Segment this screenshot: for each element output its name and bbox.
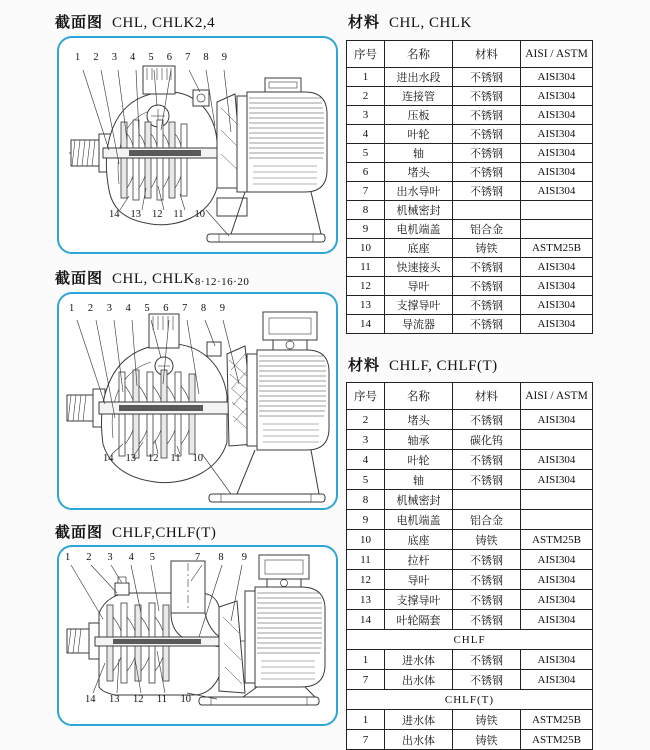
table-cell: 11 bbox=[347, 550, 385, 570]
table-cell: 5 bbox=[347, 470, 385, 490]
callout-number: 3 bbox=[106, 303, 112, 314]
table-cell: 底座 bbox=[385, 239, 453, 258]
table-row bbox=[347, 650, 593, 670]
column-header: AISI / ASTM bbox=[521, 41, 593, 68]
table-cell: 铸铁 bbox=[453, 239, 521, 258]
callout-number: 8 bbox=[218, 552, 224, 563]
table-cell: 不锈钢 bbox=[453, 144, 521, 163]
model-label: CHL, CHLK2,4 bbox=[112, 15, 216, 31]
callout-number: 14 bbox=[85, 694, 96, 705]
table-cell: 进水体 bbox=[385, 710, 453, 730]
table-row bbox=[347, 144, 593, 163]
table-heading: 材料 bbox=[348, 357, 381, 374]
table-cell: 不锈钢 bbox=[453, 125, 521, 144]
table-cell: ASTM25B bbox=[521, 530, 593, 550]
callout-number: 10 bbox=[194, 209, 205, 220]
table-row bbox=[347, 630, 593, 650]
callout-number: 13 bbox=[130, 209, 141, 220]
table-cell: AISI304 bbox=[521, 550, 593, 570]
table-cell: 12 bbox=[347, 277, 385, 296]
table-cell: 6 bbox=[347, 163, 385, 182]
table-cell: 导流器 bbox=[385, 315, 453, 334]
table-cell: 铸铁 bbox=[453, 730, 521, 750]
callout-number: 10 bbox=[180, 694, 191, 705]
callout-number: 11 bbox=[173, 209, 184, 220]
table-cell: 机械密封 bbox=[385, 490, 453, 510]
table-cell bbox=[521, 490, 593, 510]
column-header: AISI / ASTM bbox=[521, 383, 593, 410]
callout-number: 8 bbox=[200, 303, 207, 314]
table-cell bbox=[453, 490, 521, 510]
table-cell: 不锈钢 bbox=[453, 610, 521, 630]
top-callouts bbox=[75, 53, 227, 64]
table-cell: 连接管 bbox=[385, 87, 453, 106]
table-row bbox=[347, 296, 593, 315]
column-header: 序号 bbox=[347, 383, 385, 410]
table-cell: 不锈钢 bbox=[453, 296, 521, 315]
callout-number: 14 bbox=[103, 453, 114, 464]
table-cell: AISI304 bbox=[521, 144, 593, 163]
table-cell: 不锈钢 bbox=[453, 670, 521, 690]
materials-table-chl-chlk bbox=[346, 40, 593, 334]
table-heading: 材料 bbox=[348, 14, 381, 31]
callout-number: 12 bbox=[132, 694, 144, 705]
table-cell: AISI304 bbox=[521, 650, 593, 670]
table-row bbox=[347, 590, 593, 610]
callout-number: 2 bbox=[87, 303, 94, 314]
table-row bbox=[347, 470, 593, 490]
table-cell: 14 bbox=[347, 610, 385, 630]
table-row bbox=[347, 610, 593, 630]
callout-number: 13 bbox=[125, 453, 136, 464]
callout-number: 9 bbox=[219, 303, 225, 314]
callout-number: 1 bbox=[75, 52, 81, 63]
table-cell: 导叶 bbox=[385, 277, 453, 296]
table-cell: 叶轮 bbox=[385, 125, 453, 144]
table-cell: 轴 bbox=[385, 144, 453, 163]
callout-number: 10 bbox=[192, 453, 203, 464]
callout-number: 2 bbox=[86, 552, 92, 563]
table-cell: 不锈钢 bbox=[453, 450, 521, 470]
callout-number: 11 bbox=[170, 453, 181, 464]
table-cell: 8 bbox=[347, 490, 385, 510]
table-cell: 叶轮 bbox=[385, 450, 453, 470]
table-cell: 进水体 bbox=[385, 650, 453, 670]
materials-table-chlf bbox=[346, 382, 593, 750]
table-cell: 不锈钢 bbox=[453, 163, 521, 182]
table-cell: 12 bbox=[347, 570, 385, 590]
table-cell: 铸铁 bbox=[453, 710, 521, 730]
callout-number: 5 bbox=[144, 303, 150, 314]
table-row bbox=[347, 315, 593, 334]
section-title-chlf bbox=[55, 521, 216, 542]
table-cell: 10 bbox=[347, 239, 385, 258]
callout-number: 8 bbox=[203, 52, 209, 63]
table-cell bbox=[521, 220, 593, 239]
top-callouts bbox=[69, 304, 225, 315]
table-cell: 出水体 bbox=[385, 730, 453, 750]
callout-number: 13 bbox=[108, 694, 120, 705]
table-cell bbox=[521, 510, 593, 530]
table-cell: ASTM25B bbox=[521, 710, 593, 730]
table-row bbox=[347, 87, 593, 106]
table-row bbox=[347, 201, 593, 220]
table-cell: 轴承 bbox=[385, 430, 453, 450]
callout-number: 12 bbox=[151, 209, 163, 220]
table-row bbox=[347, 550, 593, 570]
table-cell: 出水体 bbox=[385, 670, 453, 690]
table-cell: AISI304 bbox=[521, 277, 593, 296]
table-row bbox=[347, 106, 593, 125]
table-cell: 堵头 bbox=[385, 410, 453, 430]
table-cell: 底座 bbox=[385, 530, 453, 550]
diagram-box-chl-chlk24 bbox=[57, 36, 338, 254]
table-cell: 快速接头 bbox=[385, 258, 453, 277]
table-cell: 不锈钢 bbox=[453, 258, 521, 277]
table-cell: 9 bbox=[347, 510, 385, 530]
model-label: CHL, CHLK8·12·16·20 bbox=[112, 271, 250, 288]
callout-number: 7 bbox=[182, 303, 188, 314]
table-row bbox=[347, 239, 593, 258]
table-row bbox=[347, 530, 593, 550]
table-cell: 不锈钢 bbox=[453, 550, 521, 570]
table-cell: 不锈钢 bbox=[453, 570, 521, 590]
callout-number: 14 bbox=[109, 209, 120, 220]
table-cell: 13 bbox=[347, 590, 385, 610]
table-cell: 1 bbox=[347, 650, 385, 670]
table-cell: 10 bbox=[347, 530, 385, 550]
callout-number: 9 bbox=[241, 552, 247, 563]
table-cell: 3 bbox=[347, 106, 385, 125]
callout-number: 2 bbox=[93, 52, 99, 63]
table-row bbox=[347, 570, 593, 590]
column-header: 名称 bbox=[385, 383, 453, 410]
table-row bbox=[347, 490, 593, 510]
callout-number: 3 bbox=[111, 52, 117, 63]
bottom-callouts bbox=[85, 695, 191, 706]
table-cell: 3 bbox=[347, 430, 385, 450]
table-cell: 轴 bbox=[385, 470, 453, 490]
table-cell: AISI304 bbox=[521, 590, 593, 610]
callout-number: 12 bbox=[147, 453, 159, 464]
section-title-chl-chlk24 bbox=[55, 11, 215, 32]
table-cell bbox=[521, 201, 593, 220]
table-cell: 13 bbox=[347, 296, 385, 315]
column-header: 名称 bbox=[385, 41, 453, 68]
table-cell: AISI304 bbox=[521, 163, 593, 182]
table-cell: AISI304 bbox=[521, 610, 593, 630]
callout-number: 4 bbox=[125, 303, 131, 314]
callout-number: 7 bbox=[185, 52, 191, 63]
table-cell: 不锈钢 bbox=[453, 410, 521, 430]
table-cell: 叶轮隔套 bbox=[385, 610, 453, 630]
callout-number: 6 bbox=[166, 52, 172, 63]
table-row bbox=[347, 182, 593, 201]
table-row bbox=[347, 220, 593, 239]
column-header: 材料 bbox=[453, 383, 521, 410]
model-label: CHLF, CHLF(T) bbox=[389, 358, 498, 374]
callout-number: 4 bbox=[128, 552, 134, 563]
table-cell: 不锈钢 bbox=[453, 315, 521, 334]
model-label: CHL, CHLK bbox=[389, 15, 472, 31]
table-row bbox=[347, 510, 593, 530]
callout-number: 1 bbox=[65, 552, 71, 563]
table-cell: 7 bbox=[347, 730, 385, 750]
table-title-chlf bbox=[348, 354, 498, 375]
table-row bbox=[347, 125, 593, 144]
table-cell: 出水导叶 bbox=[385, 182, 453, 201]
section-heading: 截面图 bbox=[55, 14, 104, 31]
table-row bbox=[347, 410, 593, 430]
column-header: 材料 bbox=[453, 41, 521, 68]
table-cell: 2 bbox=[347, 87, 385, 106]
table-cell: AISI304 bbox=[521, 410, 593, 430]
table-cell: 机械密封 bbox=[385, 201, 453, 220]
model-size-range: 8·12·16·20 bbox=[194, 276, 250, 288]
table-cell: 1 bbox=[347, 68, 385, 87]
bottom-callouts bbox=[103, 454, 203, 465]
callout-number: 1 bbox=[69, 303, 75, 314]
table-row bbox=[347, 450, 593, 470]
table-cell bbox=[521, 430, 593, 450]
table-cell: 进出水段 bbox=[385, 68, 453, 87]
table-cell: ASTM25B bbox=[521, 239, 593, 258]
table-cell: 4 bbox=[347, 450, 385, 470]
table-cell: 4 bbox=[347, 125, 385, 144]
table-cell: 铸铁 bbox=[453, 530, 521, 550]
pump-cross-section-drawing bbox=[59, 294, 336, 508]
table-cell: AISI304 bbox=[521, 125, 593, 144]
diagram-box-chl-chlk8-20 bbox=[57, 292, 338, 510]
table-cell: AISI304 bbox=[521, 87, 593, 106]
table-row bbox=[347, 68, 593, 87]
table-cell: ASTM25B bbox=[521, 730, 593, 750]
table-cell: 不锈钢 bbox=[453, 470, 521, 490]
table-cell: AISI304 bbox=[521, 470, 593, 490]
table-row bbox=[347, 670, 593, 690]
table-cell: 5 bbox=[347, 144, 385, 163]
table-cell: 7 bbox=[347, 182, 385, 201]
bottom-callouts bbox=[109, 210, 205, 221]
table-cell: 不锈钢 bbox=[453, 277, 521, 296]
table-cell: 7 bbox=[347, 670, 385, 690]
table-cell: 支撑导叶 bbox=[385, 296, 453, 315]
table-row bbox=[347, 690, 593, 710]
table-cell: AISI304 bbox=[521, 670, 593, 690]
diagram-box-chlf bbox=[57, 545, 338, 726]
table-row bbox=[347, 430, 593, 450]
table-cell: 不锈钢 bbox=[453, 182, 521, 201]
table-cell: 导叶 bbox=[385, 570, 453, 590]
table-cell: 碳化钨 bbox=[453, 430, 521, 450]
table-cell: 铝合金 bbox=[453, 510, 521, 530]
column-header: 序号 bbox=[347, 41, 385, 68]
table-cell: 9 bbox=[347, 220, 385, 239]
table-cell: AISI304 bbox=[521, 315, 593, 334]
table-cell: AISI304 bbox=[521, 296, 593, 315]
table-cell: AISI304 bbox=[521, 182, 593, 201]
table-section-row: CHLF(T) bbox=[347, 690, 593, 710]
table-cell: 11 bbox=[347, 258, 385, 277]
table-row bbox=[347, 163, 593, 182]
table-cell: 铝合金 bbox=[453, 220, 521, 239]
table-cell: 不锈钢 bbox=[453, 68, 521, 87]
callout-number: 5 bbox=[149, 552, 155, 563]
callout-number: 5 bbox=[148, 52, 154, 63]
table-row bbox=[347, 258, 593, 277]
table-cell: 14 bbox=[347, 315, 385, 334]
table-cell: AISI304 bbox=[521, 68, 593, 87]
table-cell bbox=[453, 201, 521, 220]
table-cell: AISI304 bbox=[521, 258, 593, 277]
table-cell: AISI304 bbox=[521, 106, 593, 125]
table-title-chl-chlk bbox=[348, 11, 472, 32]
table-cell: AISI304 bbox=[521, 570, 593, 590]
table-cell: 不锈钢 bbox=[453, 87, 521, 106]
callout-number: 4 bbox=[130, 52, 136, 63]
table-cell: 8 bbox=[347, 201, 385, 220]
model-label: CHLF,CHLF(T) bbox=[112, 525, 217, 541]
callout-number: 11 bbox=[156, 694, 168, 705]
table-row bbox=[347, 710, 593, 730]
table-header-row bbox=[347, 383, 593, 410]
table-cell: 电机端盖 bbox=[385, 510, 453, 530]
table-row bbox=[347, 277, 593, 296]
table-cell: 压板 bbox=[385, 106, 453, 125]
callout-number: 6 bbox=[163, 303, 169, 314]
table-cell: 支撑导叶 bbox=[385, 590, 453, 610]
top-callouts-left bbox=[65, 553, 155, 564]
section-title-chl-chlk8-20 bbox=[55, 267, 249, 288]
table-row bbox=[347, 730, 593, 750]
table-cell: 不锈钢 bbox=[453, 106, 521, 125]
section-heading: 截面图 bbox=[55, 270, 104, 287]
section-heading: 截面图 bbox=[55, 524, 104, 541]
table-section-row: CHLF bbox=[347, 630, 593, 650]
table-header-row bbox=[347, 41, 593, 68]
top-callouts-right bbox=[195, 553, 247, 564]
table-cell: 1 bbox=[347, 710, 385, 730]
table-cell: 不锈钢 bbox=[453, 650, 521, 670]
callout-number: 7 bbox=[195, 552, 201, 563]
table-cell: AISI304 bbox=[521, 450, 593, 470]
table-cell: 电机端盖 bbox=[385, 220, 453, 239]
table-cell: 拉杆 bbox=[385, 550, 453, 570]
callout-number: 9 bbox=[221, 52, 227, 63]
callout-number: 3 bbox=[107, 552, 113, 563]
table-cell: 堵头 bbox=[385, 163, 453, 182]
table-cell: 2 bbox=[347, 410, 385, 430]
table-cell: 不锈钢 bbox=[453, 590, 521, 610]
